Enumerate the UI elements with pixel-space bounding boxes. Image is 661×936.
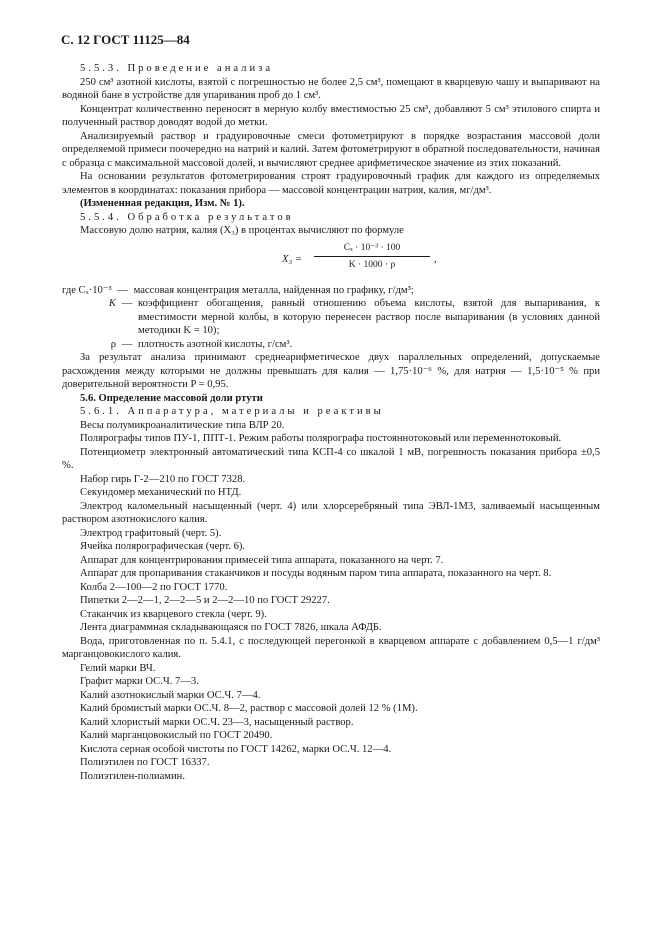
list-item: Аппарат для пропаривания стаканчиков и посуды водяным паром типа аппарата, показанного на черт. 8. — [80, 568, 552, 579]
formula-numerator: Cₓ · 10⁻³ · 100 — [314, 242, 430, 258]
list-item: Калий марганцовокислый по ГОСТ 20490. — [80, 730, 273, 741]
list-item: Стаканчик из кварцевого стекла (черт. 9). — [80, 608, 267, 620]
list-item: Пипетки 2—2—1, 2—2—5 и 2—2—10 по ГОСТ 29227. — [80, 595, 330, 606]
section-5-5-3-heading: 5.5.3. Проведение анализа — [80, 63, 274, 74]
definition-dash: — — [117, 284, 128, 296]
s553-paragraph-4: На основании результатов фотометрирования строят градуировочный график для каждого из определяемых элементов в координатах: показания прибора — массовой концентрации натрия, калия, мг/дм³. — [62, 171, 600, 196]
page-header: С. 12 ГОСТ 11125—84 — [61, 32, 190, 47]
list-item: Вода, приготовленная по п. 5.4.1, с последующей перегонкой в кварцевом аппарате с добавлением 0,5—1 г/дм³ марганцовокислого калия. — [62, 635, 600, 660]
list-item: Графит марки ОС.Ч. 7—3. — [80, 676, 199, 687]
definition-dash: — — [121, 298, 133, 309]
definition-cx-term: где Cₓ·10⁻³ — [62, 284, 112, 296]
list-item: Гелий марки ВЧ. — [80, 662, 156, 674]
list-item: Ячейка полярографическая (черт. 6). — [80, 541, 246, 552]
list-item: Электрод каломельный насыщенный (черт. 4) или хлорсеребряный типа ЭВЛ-1М3, заливаемый насыщенным раствором азотнокислого калия. — [62, 500, 600, 525]
list-item: Аппарат для концентрирования примесей типа аппарата, показанного на черт. 7. — [80, 554, 444, 566]
definition-dash: — — [121, 338, 133, 350]
section-5-5-4-heading: 5.5.4. Обработка результатов — [80, 211, 294, 223]
definition-cx — [62, 284, 600, 298]
section-5-6-heading: 5.6. Определение массовой доли ртути — [80, 392, 263, 404]
list-item: Полиэтилен-полиамин. — [80, 770, 185, 782]
list-item: Кислота серная особой чистоты по ГОСТ 14262, марки ОС.Ч. 12—4. — [80, 743, 392, 755]
formula-fraction — [314, 242, 430, 273]
formula-denominator: K · 1000 · ρ — [348, 260, 396, 270]
list-item: Весы полумикроаналитические типа ВЛР 20. — [80, 419, 285, 431]
list-item: Полярографы типов ПУ-1, ППТ-1. Режим работы полярографа постояннотоковый или переменнотоковый. — [80, 433, 562, 444]
list-item: Набор гирь Г-2—210 по ГОСТ 7328. — [80, 473, 246, 485]
list-item: Секундомер механический по НТД. — [80, 487, 242, 498]
definition-k-text: коэффициент обогащения, равный отношению объема кислоты, взятой для выпаривания, к вместимости мерной колбы, в которую перенесен раствор после выпаривания (в условиях данной методики K = 10); — [138, 298, 600, 336]
equipment-list — [62, 419, 600, 784]
document-page — [62, 32, 600, 783]
section-5-6-1-heading: 5.6.1. Аппаратура, материалы и реактивы — [80, 406, 384, 417]
s553-paragraph-1: 250 см³ азотной кислоты, взятой с погрешностью не более 2,5 см³, помещают в кварцевую чашу и выпаривают на водяной бане в устройстве для упаривания проб до 1 см³. — [62, 76, 600, 101]
list-item: Калий хлористый марки ОС.Ч. 23—3, насыщенный раствор. — [80, 716, 354, 728]
s553-paragraph-2: Концентрат количественно переносят в мерную колбу вместимостью 25 см³, добавляют 5 см³ этилового спирта и полученный раствор доводят водой до метки. — [62, 103, 600, 128]
formula-x3 — [62, 240, 600, 280]
definition-cx-text: массовая концентрация металла, найденная по графику, г/дм³; — [133, 284, 414, 296]
formula-lhs: X₃ = — [282, 253, 302, 265]
list-item: Лента диаграммная складывающаяся по ГОСТ 7826, шкала АФДБ. — [80, 622, 382, 633]
list-item: Калий бромистый марки ОС.Ч. 8—2, раствор с массовой долей 12 % (1М). — [80, 703, 418, 714]
formula-trail: , — [434, 253, 437, 265]
formula-intro: Массовую долю натрия, калия (X₃) в процентах вычисляют по формуле — [80, 225, 404, 236]
definition-rho — [62, 338, 600, 352]
result-paragraph: За результат анализа принимают среднеарифметическое двух параллельных определений, допускаемые расхождения между которыми не должны превышать для калия — 1,75·10⁻⁶ %, для натрия — 1,5·10⁻⁵ % при доверительной вероятности P = 0,95. — [62, 352, 600, 390]
definition-k — [62, 297, 600, 338]
list-item: Калий азотнокислый марки ОС.Ч. 7—4. — [80, 689, 261, 701]
list-item: Колба 2—100—2 по ГОСТ 1770. — [80, 581, 228, 593]
definition-k-term: K — [108, 298, 116, 309]
list-item: Потенциометр электронный автоматический типа КСП-4 со шкалой 1 мВ, погрешность показания прибора ±0,5 %. — [62, 446, 600, 471]
s553-paragraph-3: Анализируемый раствор и градуировочные смеси фотометрируют в порядке возрастания массовой доли определяемой примеси поочередно на натрий и калий. Затем фотометрируют в обратной последовательности, начиная с образца с максимальной массовой долей, и вычисляют среднее арифметическое значение из этих показаний. — [62, 130, 600, 169]
definition-rho-term: ρ — [110, 338, 116, 350]
definition-rho-text: плотность азотной кислоты, г/см³. — [138, 338, 293, 350]
edit-note: (Измененная редакция, Изм. № 1). — [80, 198, 245, 209]
list-item: Электрод графитовый (черт. 5). — [80, 527, 222, 539]
list-item: Полиэтилен по ГОСТ 16337. — [80, 757, 210, 768]
